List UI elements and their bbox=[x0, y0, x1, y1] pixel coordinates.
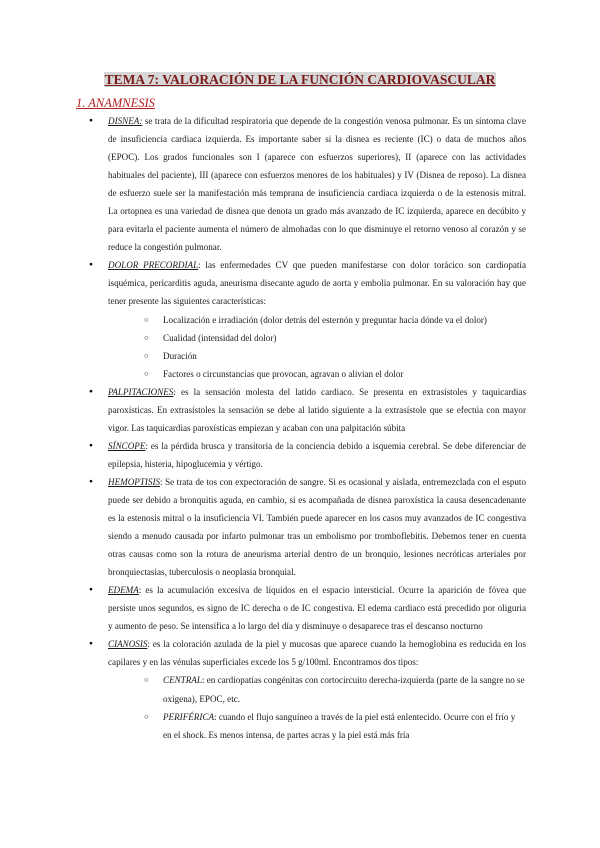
text-hemoptisis: : Se trata de tos con expectoración de sangre. Si es ocasional y aislada, entremezclada con el esputo puede ser debido a bronquitis aguda, en cambio, si es acompañada de disnea paroxística la causa desencadenante es la estenosis mitral o la insuficiencia VI. También puede aparecer en los casos muy avanzados de IC congestiva siendo a menudo causada por infarto pulmonar tras un embolismo por tromboflebitis. Debemos tener en cuenta otras causas como son la rotura de aneurisma arterial dentro de un bronquio, lesiones necróticas arteriales por bronquiectasias, tuberculosis o neoplasia bronquial. bbox=[108, 476, 526, 578]
sublist-item-periferica bbox=[144, 708, 526, 744]
text-palpitaciones: : es la sensación molesta del latido cardiaco. Se presenta en extrasístoles y taquicardias paroxísticas. En extrasístoles la sensación se debe al latido siguiente a la extrasístole que se efectúa con mayor vigor. Las taquicardias paroxísticas empiezan y acaban con una palpitación súbita bbox=[108, 386, 526, 433]
subterm-central: CENTRAL bbox=[163, 675, 202, 686]
list-item-dolor-precordial bbox=[89, 256, 526, 382]
term-hemoptisis: HEMOPTISIS bbox=[108, 476, 161, 487]
content-body bbox=[89, 112, 526, 744]
list-item-sincope bbox=[89, 437, 526, 473]
anamnesis-list bbox=[89, 112, 526, 744]
text-dolor-precordial: : las enfermedades CV que pueden manifestarse con dolor torácico son cardiopatía isquémica, pericarditis aguda, aneurisma disecante agudo de aorta y embolia pulmonar. En su valoración hay que tener presente las siguientes características: bbox=[108, 260, 526, 307]
term-palpitaciones: PALPITACIONES bbox=[108, 386, 174, 397]
cianosis-sublist bbox=[108, 671, 526, 743]
page-title: TEMA 7: VALORACIÓN DE LA FUNCIÓN CARDIOVASCULAR bbox=[104, 72, 496, 87]
sublist-item: ○ Duración bbox=[144, 347, 526, 365]
term-edema: EDEMA bbox=[108, 585, 139, 596]
text-edema: : es la acumulación excesiva de líquidos en el espacio intersticial. Ocurre la aparición de fóvea que persiste unos segundos, es signo de IC derecha o de IC congestiva. El edema cardiaco está precedido por oliguria y aumento de peso. Se intensifica a lo largo del día y disminuye o desaparece tras el descanso nocturno bbox=[108, 585, 526, 632]
sublist-item: ○ Factores o circunstancias que provocan, agravan o alivian el dolor bbox=[144, 365, 526, 383]
list-item-hemoptisis bbox=[89, 473, 526, 581]
sublist-item-central bbox=[144, 671, 526, 707]
subtext-periferica: : cuando el flujo sanguíneo a través de la piel está enlentecido. Ocurre con el frío y en el shock. Es menos intensa, de partes acras y la piel está más fría bbox=[163, 711, 516, 740]
text-cianosis: : es la coloración azulada de la piel y mucosas que aparece cuando la hemoglobina es reducida en los capilares y en las vénulas superficiales excede los 5 g/100ml. Encontramos dos tipos: bbox=[108, 639, 526, 668]
term-dolor-precordial: DOLOR PRECORDIAL bbox=[108, 260, 199, 271]
dolor-sublist bbox=[108, 311, 526, 383]
term-cianosis: CIANOSIS bbox=[108, 639, 148, 650]
list-item-cianosis bbox=[89, 635, 526, 743]
sublist-item: ○ Localización e irradiación (dolor detrás del esternón y preguntar hacia dónde va el dolor) bbox=[144, 311, 526, 329]
term-disnea: DISNEA: bbox=[108, 116, 143, 126]
list-item-palpitaciones bbox=[89, 383, 526, 437]
subterm-periferica: PERIFÉRICA bbox=[163, 711, 215, 722]
sublist-item: ○ Cualidad (intensidad del dolor) bbox=[144, 329, 526, 347]
term-sincope: SÍNCOPE bbox=[108, 440, 146, 451]
list-item-disnea bbox=[89, 112, 526, 256]
text-sincope: : es la pérdida brusca y transitoria de la conciencia debido a isquemia cerebral. Se debe diferenciar de epilepsia, histeria, hipoglucemia y vértigo. bbox=[108, 440, 526, 469]
list-item-edema bbox=[89, 581, 526, 635]
text-disnea: se trata de la dificultad respiratoria que depende de la congestión venosa pulmonar. Es un síntoma clave de insuficiencia cardiaca izquierda. Es importante saber si la disnea es reciente (IC) o data de muchos años (EPOC). Los grados funcionales son I (aparece con esfuerzos superiores), II (aparece con las actividades habituales del paciente), III (aparece con esfuerzos menores de los habituales) y IV (Disnea de reposo). La disnea de esfuerzo suele ser la manifestación más temprana de insuficiencia cardiaca izquierda o de la estenosis mitral. La ortopnea es una variedad de disnea que denota un grado más avanzado de IC izquierda, aparece en decúbito y para evitarla el paciente aumenta el número de almohadas con lo que disminuye el retorno venoso al corazón y se reduce la congestión pulmonar. bbox=[108, 116, 526, 253]
subtext-central: : en cardiopatías congénitas con cortocircuito derecha-izquierda (parte de la sangre no se oxigena), EPOC, etc. bbox=[163, 675, 525, 704]
section-heading: 1. ANAMNESIS bbox=[76, 96, 155, 110]
